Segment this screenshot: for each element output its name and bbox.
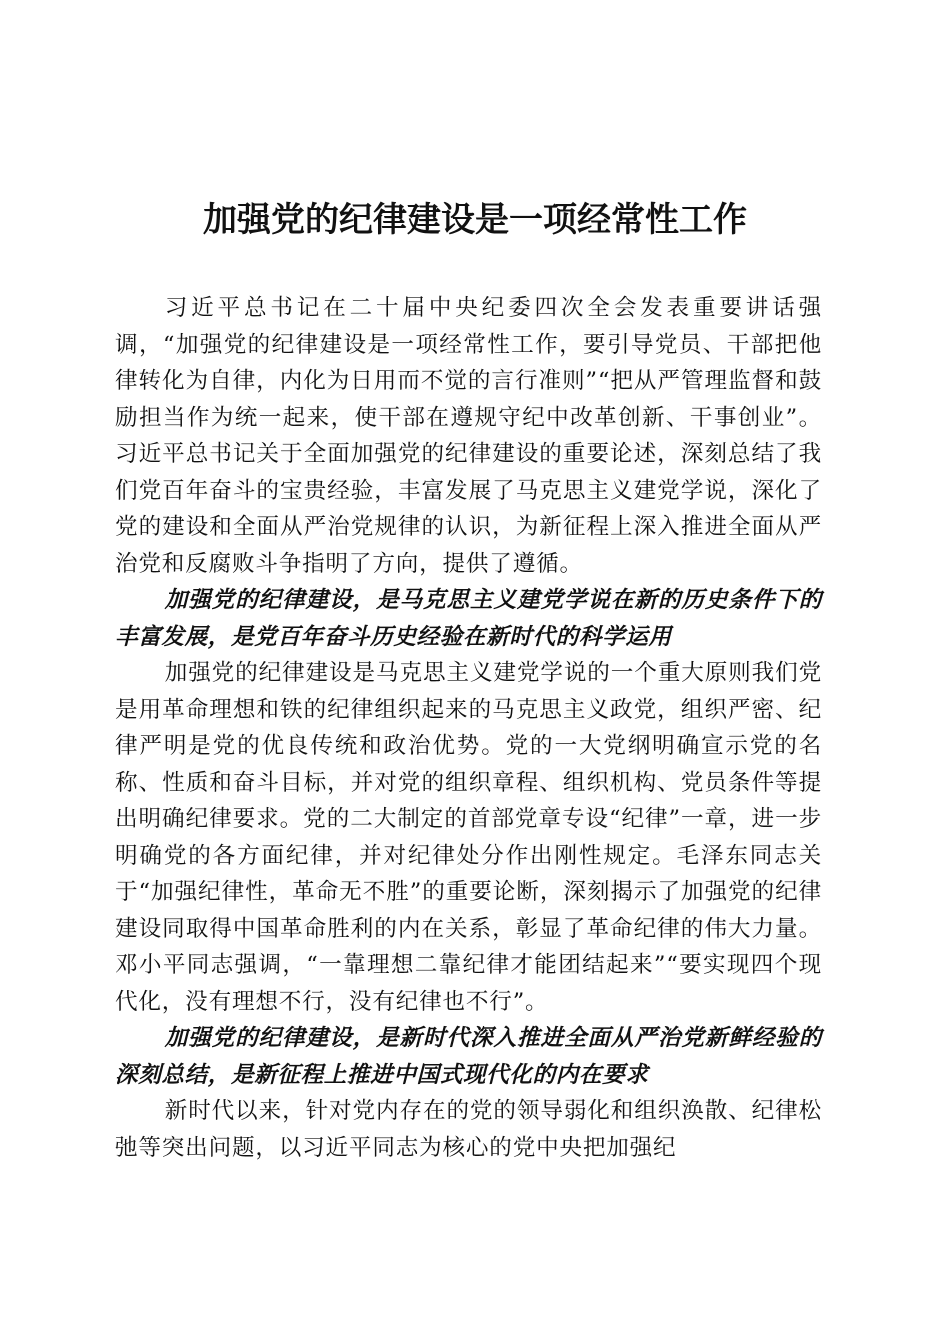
section-heading-2: 加强党的纪律建设，是新时代深入推进全面从严治党新鲜经验的深刻总结，是新征程上推进中国式现代化的内在要求 xyxy=(115,1025,822,1088)
document-body xyxy=(115,290,822,1166)
paragraph-section-1: 加强党的纪律建设是马克思主义建党学说的一个重大原则我们党是用革命理想和铁的纪律组织起来的马克思主义政党，组织严密、纪律严明是党的优良传统和政治优势。党的一大党纲明确宣示党的名称、性质和奋斗目标，并对党的组织章程、组织机构、党员条件等提出明确纪律要求。党的二大制定的首部党章专设“纪律”一章，进一步明确党的各方面纪律，并对纪律处分作出刚性规定。毛泽东同志关于“加强纪律性，革命无不胜”的重要论断，深刻揭示了加强党的纪律建设同取得中国革命胜利的内在关系，彰显了革命纪律的伟大力量。邓小平同志强调，“一靠理想二靠纪律才能团结起来”“要实现四个现代化，没有理想不行，没有纪律也不行”。 xyxy=(115,660,822,1015)
paragraph-intro: 习近平总书记在二十届中央纪委四次全会发表重要讲话强调，“加强党的纪律建设是一项经常性工作，要引导党员、干部把他律转化为自律，内化为日用而不觉的言行准则”“把从严管理监督和鼓励担当作为统一起来，使干部在遵规守纪中改革创新、干事创业”。习近平总书记关于全面加强党的纪律建设的重要论述，深刻总结了我们党百年奋斗的宝贵经验，丰富发展了马克思主义建党学说，深化了党的建设和全面从严治党规律的认识，为新征程上深入推进全面从严治党和反腐败斗争指明了方向，提供了遵循。 xyxy=(115,295,822,577)
paragraph-section-2: 新时代以来，针对党内存在的党的领导弱化和组织涣散、纪律松弛等突出问题，以习近平同志为核心的党中央把加强纪 xyxy=(115,1098,822,1161)
document-title: 加强党的纪律建设是一项经常性工作 xyxy=(203,200,747,240)
section-heading-1: 加强党的纪律建设，是马克思主义建党学说在新的历史条件下的丰富发展，是党百年奋斗历史经验在新时代的科学运用 xyxy=(115,587,822,650)
